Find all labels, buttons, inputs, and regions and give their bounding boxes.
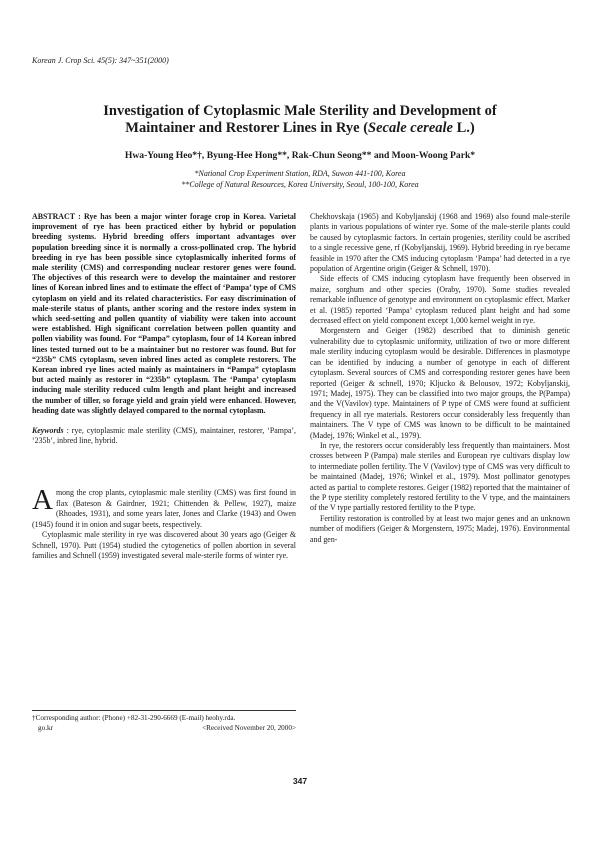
received-date: <Received November 20, 2000> — [202, 723, 296, 732]
title-line-2b: L.) — [452, 120, 475, 136]
page-number: 347 — [292, 776, 308, 786]
abstract — [32, 212, 296, 416]
abstract-text: Rye has been a major winter forage crop in Korea. Varietal improvement of rye has been practiced either by hybrid or population breeding systems. Hybrid breeding offers important advantages over population breeding since it is normally a cross-pollinated crop. The hybrid breeding in rye has been possible since cytoplasmically inherited forms of male sterility (CMS) and corresponding nuclear restorer genes were found. The objectives of this research were to develop the maintainer and restorer lines of Korean inbred lines and to estimate the effect of ‘Pampa’ type of CMS cytoplasm on yield and its related characteristics. For easy discrimination of male-sterile status of plants, anther scoring and the restore index system in which seed-setting and pollen quantity of viability were taken into account were established. High significant correlation between pollen quantity and pollen viability was found. For “Pampa” cytoplasm, four of 14 Korean inbred lines tested turned out to be a maintainer but no restorer was found. But for “235b” CMS cytoplasm, seven inbred lines acted as complete restorers. The Korean inbred rye lines acted mainly as maintainers in “Pampa” cytoplasm but acted mainly as restorer in “235b” cytoplasm. The ‘Pampa’ cytoplasm inducing male sterility reduced culm length and plant height and increased the number of tiller, so forage yield and grain yield were enhanced. However, heading date was slightly delayed compared to the normal cytoplasm. — [32, 212, 296, 415]
body-paragraph-3: Morgenstern and Geiger (1982) described that to diminish genetic vulnerability due to cytoplasmic uniformity, utilization of two or more different male sterility inducing cytoplasm would be desirable. Differences in plasmotype can be identified by inducing a number of genotype in each of different cytoplasm. Several sources of CMS and corresponding restorer genes have been reported (Geiger & schnell, 1970; Kljucko & Belousov, 1972; Kobyljanskij, 1971; Madej, 1975). They can be classified into two major groups, the P(Pampa) and the V(Vavilov) type. Maintainers of P type of CMS were found at sufficient frequency in all rye materials. Restorers occur considerably less frequently than maintainers. The V type of CMS was known to be difficult to be maintained (Madej, 1976; Winkel et al., 1979). — [310, 326, 570, 440]
affiliations — [40, 168, 560, 190]
intro-paragraph-2: Cytoplasmic male sterility in rye was discovered about 30 years ago (Geiger & Schnell, 1970). Putt (1954) studied the cytogenetics of pollen abortion in several families and Schnell (1959) investigated several male-sterile forms of winter rye. — [32, 530, 296, 560]
body-paragraph-5: Fertility restoration is controlled by at least two major genes and an unknown number of modifiers (Geiger & Morgenstern, 1975; Madej, 1976). Environmental and gen- — [310, 513, 570, 544]
body-paragraph-4: In rye, the restorers occur considerably less frequently than maintainers. Most crosses between P (Pampa) male steriles and European rye cultivars display low to intermediate pollen fertility. The V (Vavilov) type of CMS was very difficult to be maintained (Madej, 1976; Winkel et al., 1979). Most pollinator genotypes acted as partial to complete restores. Geiger (1982) reported that the maintainer of the P type sterility completely restored fertility to the V type, and the maintainers of the V type partially restored fertility to the P type. — [310, 440, 570, 513]
body-paragraph-2: Side effects of CMS inducing cytoplasm have frequently been observed in maize, sorghum and other species (Oraby, 1970). Some studies revealed remarkable influence of genotype and environment on cytoplasmic effect. Marker et al. (1985) reported ‘Pampa’ cytoplasm reduced plant height and had some decreased effect on yield component except 1,000 kernel weight in rye. — [310, 274, 570, 326]
journal-citation: Korean J. Crop Sci. 45(5): 347~351(2000) — [32, 56, 169, 65]
corresponding-author-footnote — [32, 710, 296, 733]
footnote-email-end: go.kr — [38, 723, 53, 732]
intro-paragraph-1 — [32, 484, 296, 530]
keywords-text: : rye, cytoplasmic male sterility (CMS), maintainer, restorer, ‘Pampa’, ‘235b’, inbred line, hybrid. — [32, 426, 296, 446]
title-line-2a: Maintainer and Restorer Lines in Rye ( — [125, 120, 369, 136]
abstract-label: ABSTRACT : — [32, 212, 81, 221]
title-species: Secale cereale — [368, 120, 453, 136]
affiliation-2: **College of Natural Resources, Korea University, Seoul, 100-100, Korea — [181, 180, 419, 189]
keywords-label: Keywords — [32, 426, 64, 436]
drop-cap: A — [32, 484, 53, 517]
paper-title — [40, 103, 560, 137]
left-column — [32, 212, 296, 561]
right-column — [310, 212, 570, 545]
intro-paragraph-1-text: mong the crop plants, cytoplasmic male sterility (CMS) was first found in flax (Bateson & Gairdner, 1921; Chittenden & Pellew, 1927), maize (Rhoades, 1931), and some years later, Jones and Clarke (1943) and Owen (1945) found it in onion and sugar beets, respectively. — [32, 488, 296, 529]
affiliation-1: *National Crop Experiment Station, RDA, Suwon 441-100, Korea — [194, 169, 406, 178]
footnote-line-1: †Corresponding author: (Phone) +82-31-290-6669 (E-mail) heohy.rda. — [32, 714, 236, 722]
body-paragraph-1: Chekhovskaja (1965) and Kobyljanskij (1968 and 1969) also found male-sterile plants in various populations of winter rye. Some of the male-sterile plants could be caused by cytoplasmic factors. In certain progenies, sterility could be ascribed to a single recessive gene, rf (Kobyljanskij, 1969). Hybrid breeding in rye became feasible in 1970 after the CMS inducing cytoplasm ‘Pampa’ had detected in a rye population of Argentine origin (Geiger & Schnell, 1970). — [310, 212, 570, 274]
footnote-line-2 — [32, 724, 296, 734]
keywords — [32, 426, 296, 446]
introduction — [32, 484, 296, 561]
author-list: Hwa-Young Heo*†, Byung-Hee Hong**, Rak-Chun Seong** and Moon-Woong Park* — [124, 150, 476, 161]
title-line-1: Investigation of Cytoplasmic Male Sterility and Development of — [103, 103, 497, 119]
